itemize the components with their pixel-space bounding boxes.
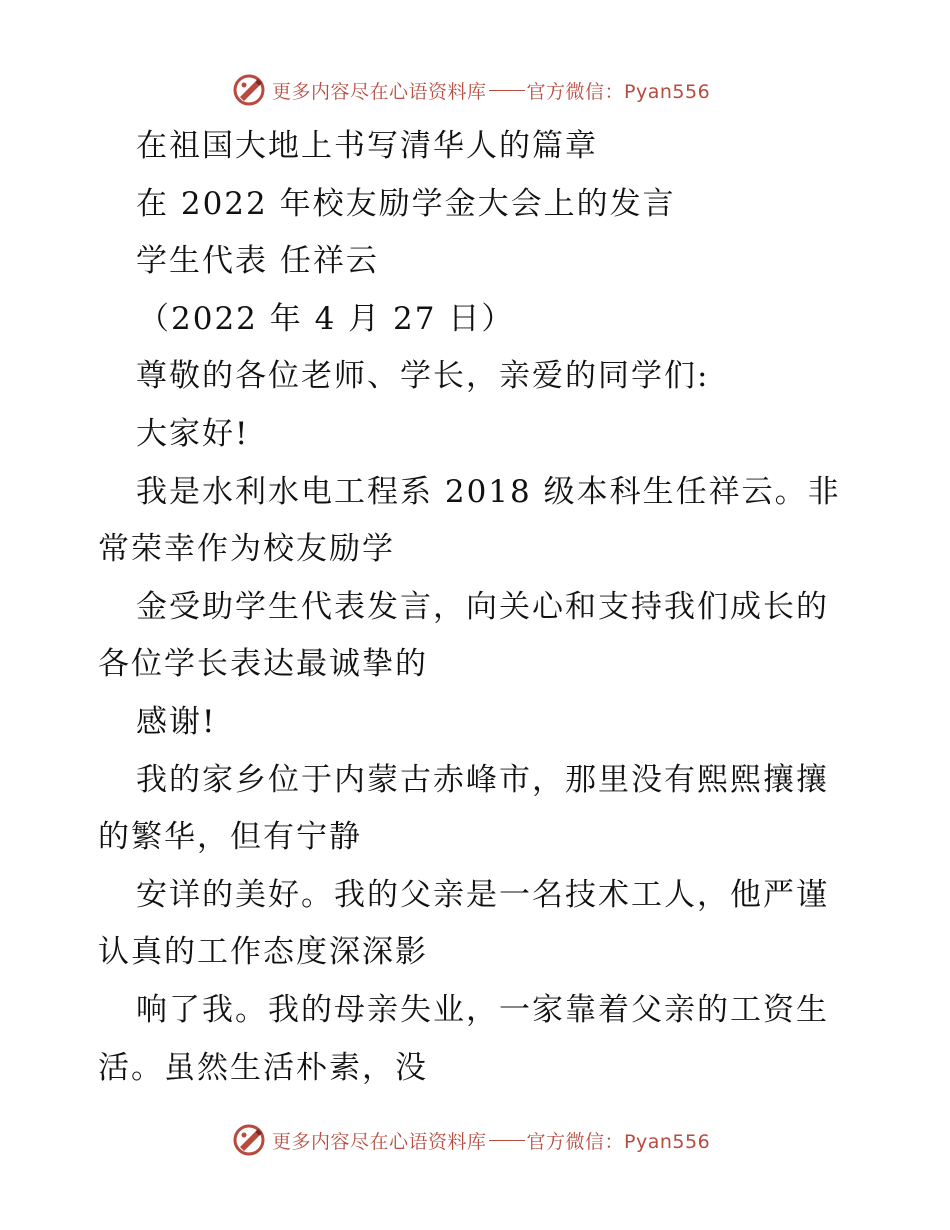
- body-line: 的繁华，但有宁静: [98, 819, 362, 856]
- banner-main-text: 更多内容尽在心语资料库: [272, 80, 487, 103]
- banner-wechat-text: 官方微信：Pyan556: [526, 1130, 711, 1153]
- logo-icon: [232, 1123, 266, 1157]
- document-body: [98, 118, 858, 1097]
- header-banner[interactable]: [232, 72, 710, 108]
- title-line: 在祖国大地上书写清华人的篇章: [136, 128, 598, 164]
- body-line: 感谢!: [136, 703, 217, 740]
- banner-text: [272, 1127, 710, 1154]
- speaker-line: 学生代表 任祥云: [136, 243, 379, 280]
- body-line: 我的家乡位于内蒙古赤峰市，那里没有熙熙攘攘: [136, 761, 829, 798]
- banner-wechat-text: 官方微信：Pyan556: [526, 80, 711, 103]
- banner-text: [272, 77, 710, 104]
- banner-main-text: 更多内容尽在心语资料库: [272, 1130, 487, 1153]
- body-line: 安详的美好。我的父亲是一名技术工人，他严谨: [136, 876, 829, 913]
- body-line: 我是水利水电工程系 2018 级本科生任祥云。非: [136, 473, 841, 510]
- logo-icon: [232, 73, 266, 107]
- greeting-line: 大家好!: [136, 415, 250, 452]
- body-line: 认真的工作态度深深影: [98, 934, 428, 971]
- date-line: （2022 年 4 月 27 日）: [138, 300, 515, 337]
- subtitle-line: 在 2022 年校友励学金大会上的发言: [136, 185, 676, 222]
- body-line: 金受助学生代表发言，向关心和支持我们成长的: [136, 588, 829, 625]
- banner-separator: [489, 1140, 525, 1141]
- body-line: 活。虽然生活朴素，没: [98, 1049, 428, 1086]
- body-line: 各位学长表达最诚挚的: [98, 646, 428, 683]
- footer-banner[interactable]: [232, 1122, 710, 1158]
- body-line: 响了我。我的母亲失业，一家靠着父亲的工资生: [136, 991, 829, 1028]
- banner-separator: [489, 90, 525, 91]
- salutation-line: 尊敬的各位老师、学长，亲爱的同学们:: [136, 358, 710, 395]
- body-line: 常荣幸作为校友励学: [98, 531, 395, 568]
